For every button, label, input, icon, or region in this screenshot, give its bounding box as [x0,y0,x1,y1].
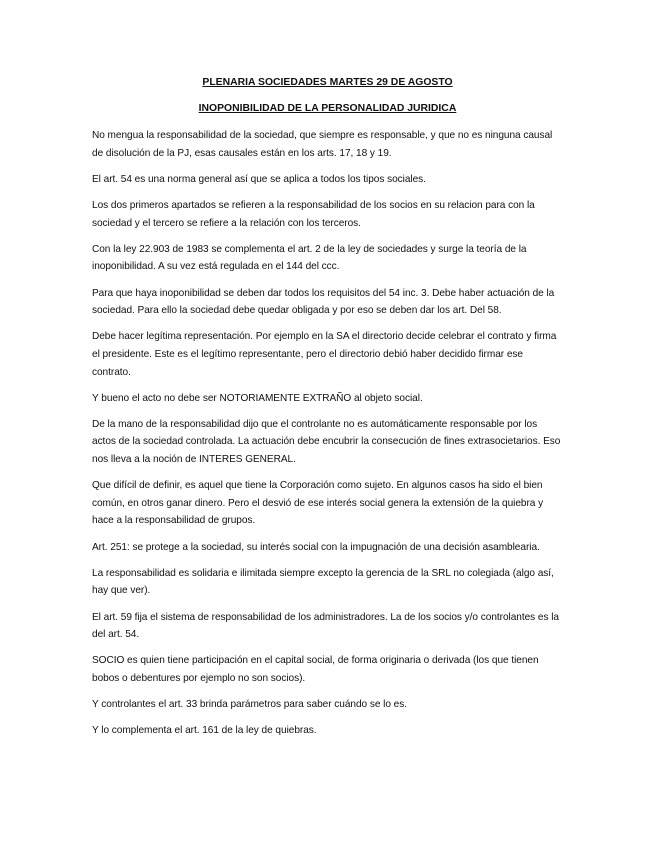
paragraph: Y bueno el acto no debe ser NOTORIAMENTE EXTRAÑO al objeto social. [92,392,423,404]
paragraph: Y lo complementa el art. 161 de la ley de quiebras. [92,725,317,737]
paragraph: Que difícil de definir, es aquel que tiene la Corporación como sujeto. En algunos casos ha sido el bien común, en otros ganar dinero. Pero el desvió de ese interés social genera la extensión de la quiebra y hace a la responsabilidad de grupos. [92,480,544,527]
document-title: PLENARIA SOCIEDADES MARTES 29 DE AGOSTO [202,77,453,88]
paragraph: Con la ley 22.903 de 1983 se complementa el art. 2 de la ley de sociedades y surge la teoría de la inoponibilidad. A su vez está regulada en el 144 del ccc. [92,243,527,273]
paragraph: Art. 251: se protege a la sociedad, su interés social con la impugnación de una decisión asamblearia. [92,541,540,553]
document-subtitle: INOPONIBILIDAD DE LA PERSONALIDAD JURIDICA [198,103,457,114]
paragraph: SOCIO es quien tiene participación en el capital social, de forma originaria o derivada (los que tienen bobos o debentures por ejemplo no son socios). [92,655,539,684]
paragraph: El art. 59 fija el sistema de responsabilidad de los administradores. La de los socios y/o controlantes es la del art. 54. [92,611,559,641]
paragraph: Para que haya inoponibilidad se deben dar todos los requisitos del 54 inc. 3. Debe haber actuación de la sociedad. Para ello la sociedad debe quedar obligada y por eso se deben dar los art. Del 58. [92,287,555,317]
paragraph: Los dos primeros apartados se refieren a la responsabilidad de los socios en su relacion para con la sociedad y el tercero se refiere a la relación con los terceros. [92,199,535,229]
paragraph: El art. 54 es una norma general así que se aplica a todos los tipos sociales. [92,173,426,185]
paragraph: De la mano de la responsabilidad dijo que el controlante no es automáticamente responsable por los actos de la sociedad controlada. La actuación debe encubrir la consecución de fines extrasocietarios. Eso nos lleva a la noción de INTERES GENERAL. [92,418,561,466]
paragraph: Debe hacer legítima representación. Por ejemplo en la SA el directorio decide celebrar el contrato y firma el presidente. Este es el legítimo representante, pero el directorio debió haber decidido firmar ese contrato. [92,331,557,378]
paragraph: No mengua la responsabilidad de la sociedad, que siempre es responsable, y que no es ninguna causal de disolución de la PJ, esas causales están en los arts. 17, 18 y 19. [92,130,553,159]
paragraph: La responsabilidad es solidaria e ilimitada siempre excepto la gerencia de la SRL no colegiada (algo así, hay que ver). [92,567,554,597]
paragraph: Y controlantes el art. 33 brinda parámetros para saber cuándo se lo es. [92,699,407,711]
